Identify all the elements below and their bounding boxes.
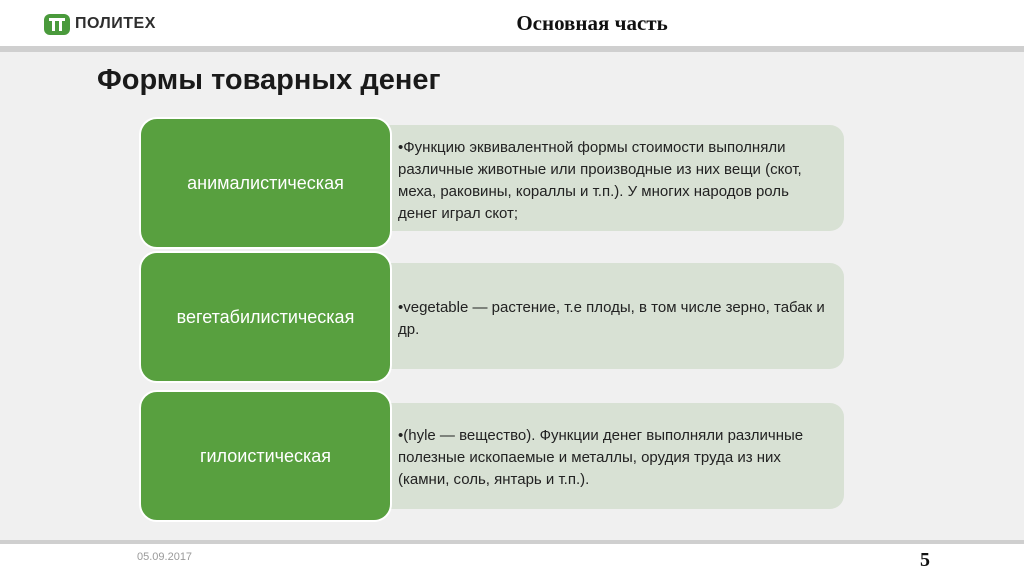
section-title: Основная часть xyxy=(516,11,668,35)
logo-text: ПОЛИТЕХ xyxy=(75,15,156,32)
item-category-label: вегетабилистическая xyxy=(176,306,355,327)
item-description: •(hyle — вещество). Функции денег выполняли различные полезные ископаемые и металлы, орудия труда из них (камни, соль, янтарь и т.п.). xyxy=(374,403,844,509)
footer-date: 05.09.2017 xyxy=(137,551,193,563)
page-number: 5 xyxy=(920,549,930,571)
item-category-label: гилоистическая xyxy=(199,445,332,466)
footer-divider xyxy=(0,540,1024,544)
item-category xyxy=(139,117,392,249)
item-category xyxy=(139,251,392,383)
item-description: •vegetable — растение, т.е плоды, в том числе зерно, табак и др. xyxy=(374,263,844,369)
header xyxy=(0,0,1024,46)
slide-title: Формы товарных денег xyxy=(97,64,441,96)
item-description: •Функцию эквивалентной формы стоимости выполняли различные животные или производные из них вещи (скот, меха, раковины, кораллы и т.п.). У многих народов роль денег играл скот; xyxy=(374,125,844,231)
slide-content xyxy=(0,52,1024,540)
item-category xyxy=(139,390,392,522)
item-category-label: анималистическая xyxy=(187,172,344,193)
